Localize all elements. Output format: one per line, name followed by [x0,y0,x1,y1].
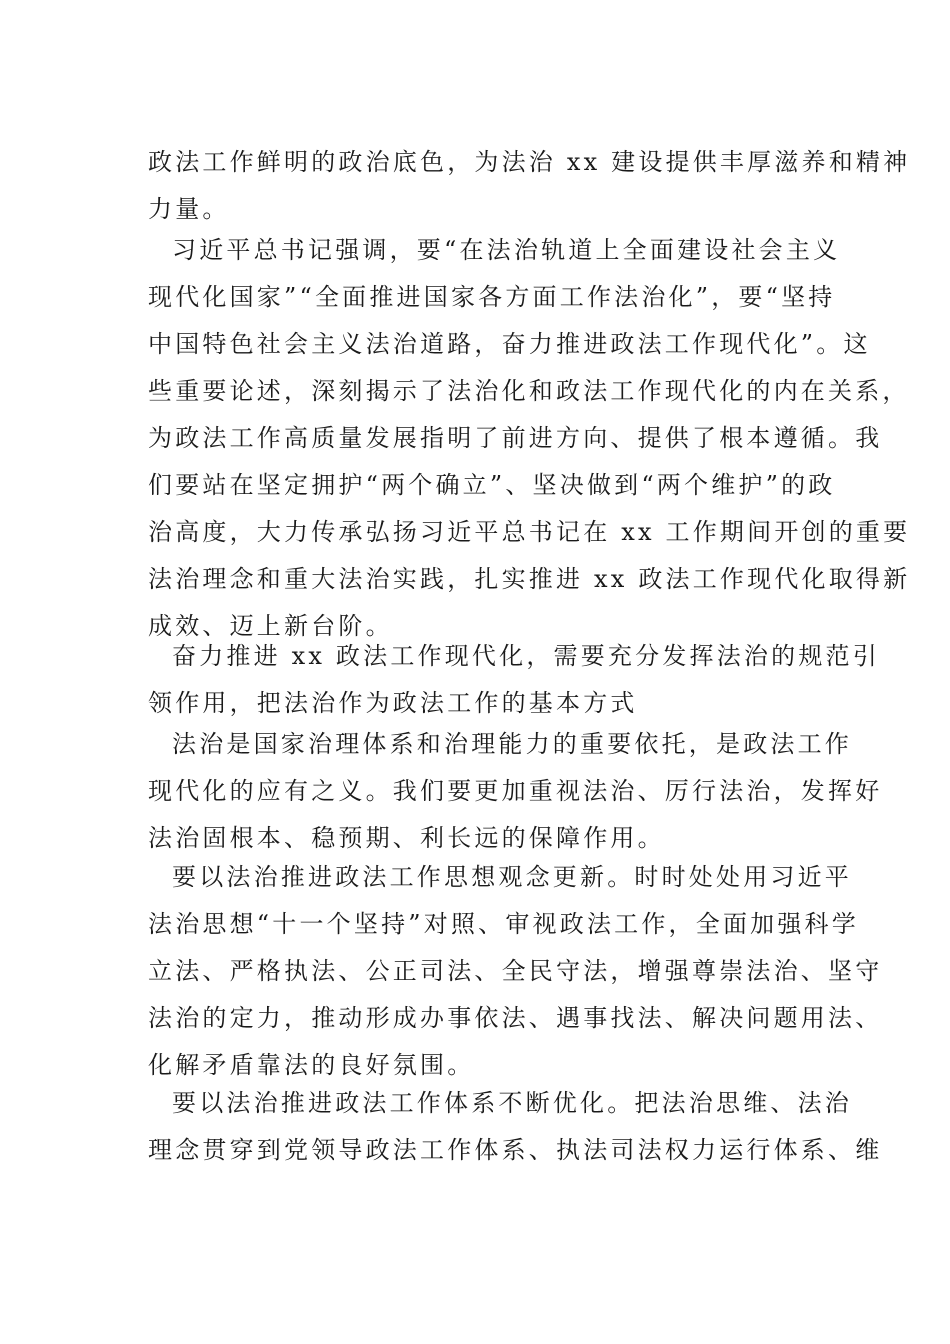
paragraph-continuation [148,139,911,233]
paragraph-rule-of-law [148,721,883,862]
paragraph-xi-emphasis [148,227,911,650]
text-line: 中国特色社会主义法治道路，奋力推进政法工作现代化”。这 [148,330,871,358]
text-line: 政法工作鲜明的政治底色，为法治 xx 建设提供丰厚滋养和精神 [148,148,911,176]
text-line: 们要站在坚定拥护“两个确立”、坚决做到“两个维护”的政 [148,471,836,499]
text-line: 现代化国家”“全面推进国家各方面工作法治化”，要“坚持 [148,283,836,311]
paragraph-ideas-update [148,854,883,1089]
text-line: 化解矛盾靠法的良好氛围。 [148,1051,475,1079]
text-line: 法治理念和重大法治实践，扎实推进 xx 政法工作现代化取得新 [148,565,911,593]
text-line: 力量。 [148,195,230,223]
text-line: 成效、迈上新台阶。 [148,612,393,640]
paragraph-section-heading [148,633,880,727]
text-line: 些重要论述，深刻揭示了法治化和政法工作现代化的内在关系， [148,377,910,405]
text-line: 奋力推进 xx 政法工作现代化，需要充分发挥法治的规范引 [172,642,880,670]
text-line: 法治固根本、稳预期、利长远的保障作用。 [148,824,665,852]
paragraph-system-optimize [148,1080,883,1174]
text-line: 习近平总书记强调，要“在法治轨道上全面建设社会主义 [172,236,841,264]
text-line: 要以法治推进政法工作体系不断优化。把法治思维、法治 [172,1089,852,1117]
text-line: 治高度，大力传承弘扬习近平总书记在 xx 工作期间开创的重要 [148,518,911,546]
text-line: 现代化的应有之义。我们要更加重视法治、厉行法治，发挥好 [148,777,883,805]
text-line: 为政法工作高质量发展指明了前进方向、提供了根本遵循。我 [148,424,883,452]
text-line: 立法、严格执法、公正司法、全民守法，增强尊崇法治、坚守 [148,957,883,985]
text-line: 领作用，把法治作为政法工作的基本方式 [148,689,638,717]
text-line: 法治思想“十一个坚持”对照、审视政法工作，全面加强科学 [148,910,859,938]
text-line: 法治是国家治理体系和治理能力的重要依托，是政法工作 [172,730,852,758]
text-line: 理念贯穿到党领导政法工作体系、执法司法权力运行体系、维 [148,1136,883,1164]
text-line: 要以法治推进政法工作思想观念更新。时时处处用习近平 [172,863,852,891]
text-line: 法治的定力，推动形成办事依法、遇事找法、解决问题用法、 [148,1004,883,1032]
